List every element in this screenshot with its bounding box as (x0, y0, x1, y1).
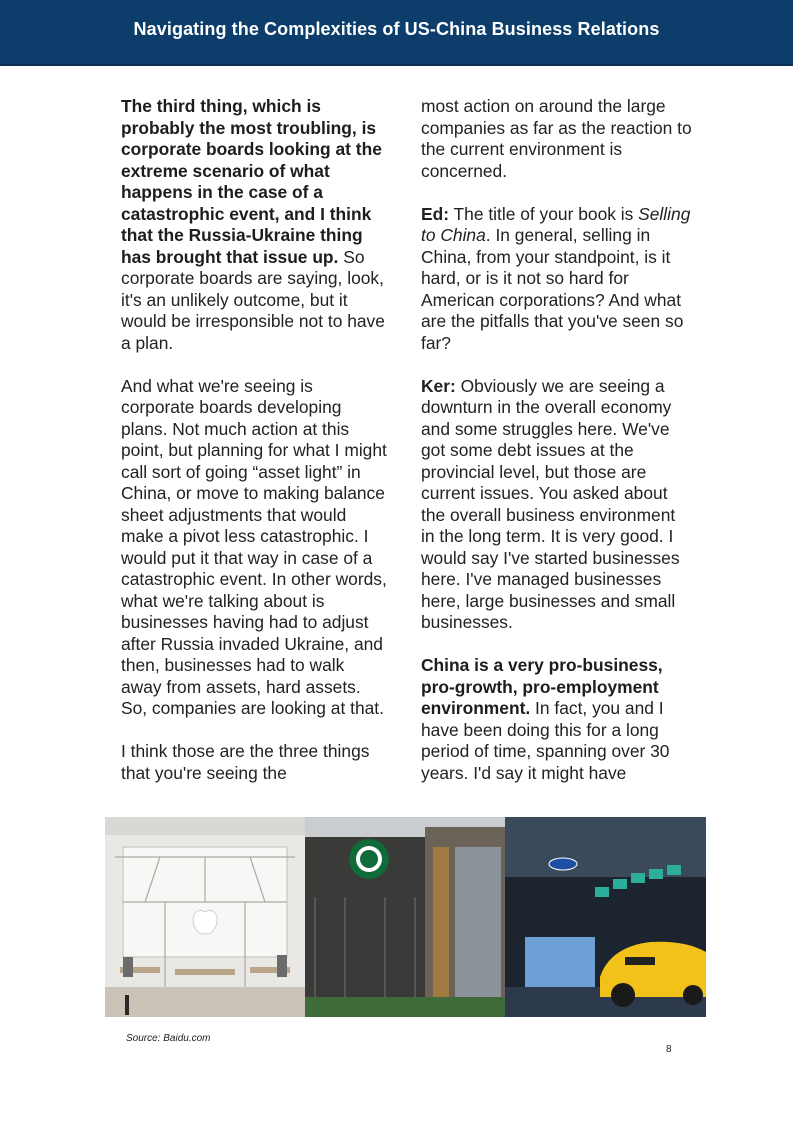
left-column (121, 96, 389, 806)
header-title: Navigating the Complexities of US-China Business Relations (133, 19, 660, 39)
book-title: Selling to China (421, 203, 691, 245)
page-number: 8 (666, 1044, 672, 1055)
speaker-label: Ed: (421, 203, 450, 224)
page-header (0, 0, 793, 66)
photo-strip (105, 817, 706, 1017)
right-column (421, 96, 693, 806)
paragraph: most action on around the large companies as far as the reaction to the current environment is concerned. (421, 96, 692, 181)
bold-lead: The third thing, which is probably the most troubling, is corporate boards looking at the extreme scenario of what happens in the case of a catastrophic event, and I think that the Russia-Ukraine thing has brought that issue up. (121, 96, 382, 267)
paragraph-text: Obviously we are seeing a downturn in the overall economy and some struggles here. We've got some debt issues at the provincial level, but those are current issues. You asked about the overall business environment in the long term. It is very good. I would say I've started businesses here. I've managed businesses here, large businesses and small businesses. (421, 375, 680, 632)
paragraph-text: So corporate boards are saying, look, it's an unlikely outcome, but it would be irresponsible not to have a plan. (121, 246, 385, 353)
starbucks-store-photo (305, 817, 505, 1017)
paragraph-text: In fact, you and I have been doing this for a long period of time, spanning over 30 years. I'd say it might have (421, 698, 670, 783)
speaker-label: Ker: (421, 375, 456, 396)
paragraph (421, 655, 693, 784)
paragraph (121, 96, 389, 354)
paragraph: I think those are the three things that you're seeing the (121, 741, 370, 783)
bold-lead: China is a very pro-business, pro-growth, pro-employment environment. (421, 655, 663, 718)
apple-store-photo (105, 817, 305, 1017)
paragraph-text: . In general, selling in China, from your standpoint, is it hard, or is it not so hard for American corporations? And what are the pitfalls that you've seen so far? (421, 225, 684, 353)
paragraph-text: The title of your book is (449, 203, 639, 224)
ford-mustang-photo (505, 817, 706, 1017)
paragraph (421, 204, 693, 355)
paragraph: And what we're seeing is corporate boards developing plans. Not much action at this point, but planning for what I might call sort of going “asset light” in China, or move to making balance sheet adjustments that would make a pivot less catastrophic. I would put it that way in case of a catastrophic event. In other words, what we're talking about is businesses having had to adjust after Russia invaded Ukraine, and then, businesses had to walk away from assets, hard assets. So, companies are looking at that. (121, 375, 387, 718)
paragraph (421, 376, 693, 634)
image-source-caption: Source: Baidu.com (126, 1033, 211, 1044)
